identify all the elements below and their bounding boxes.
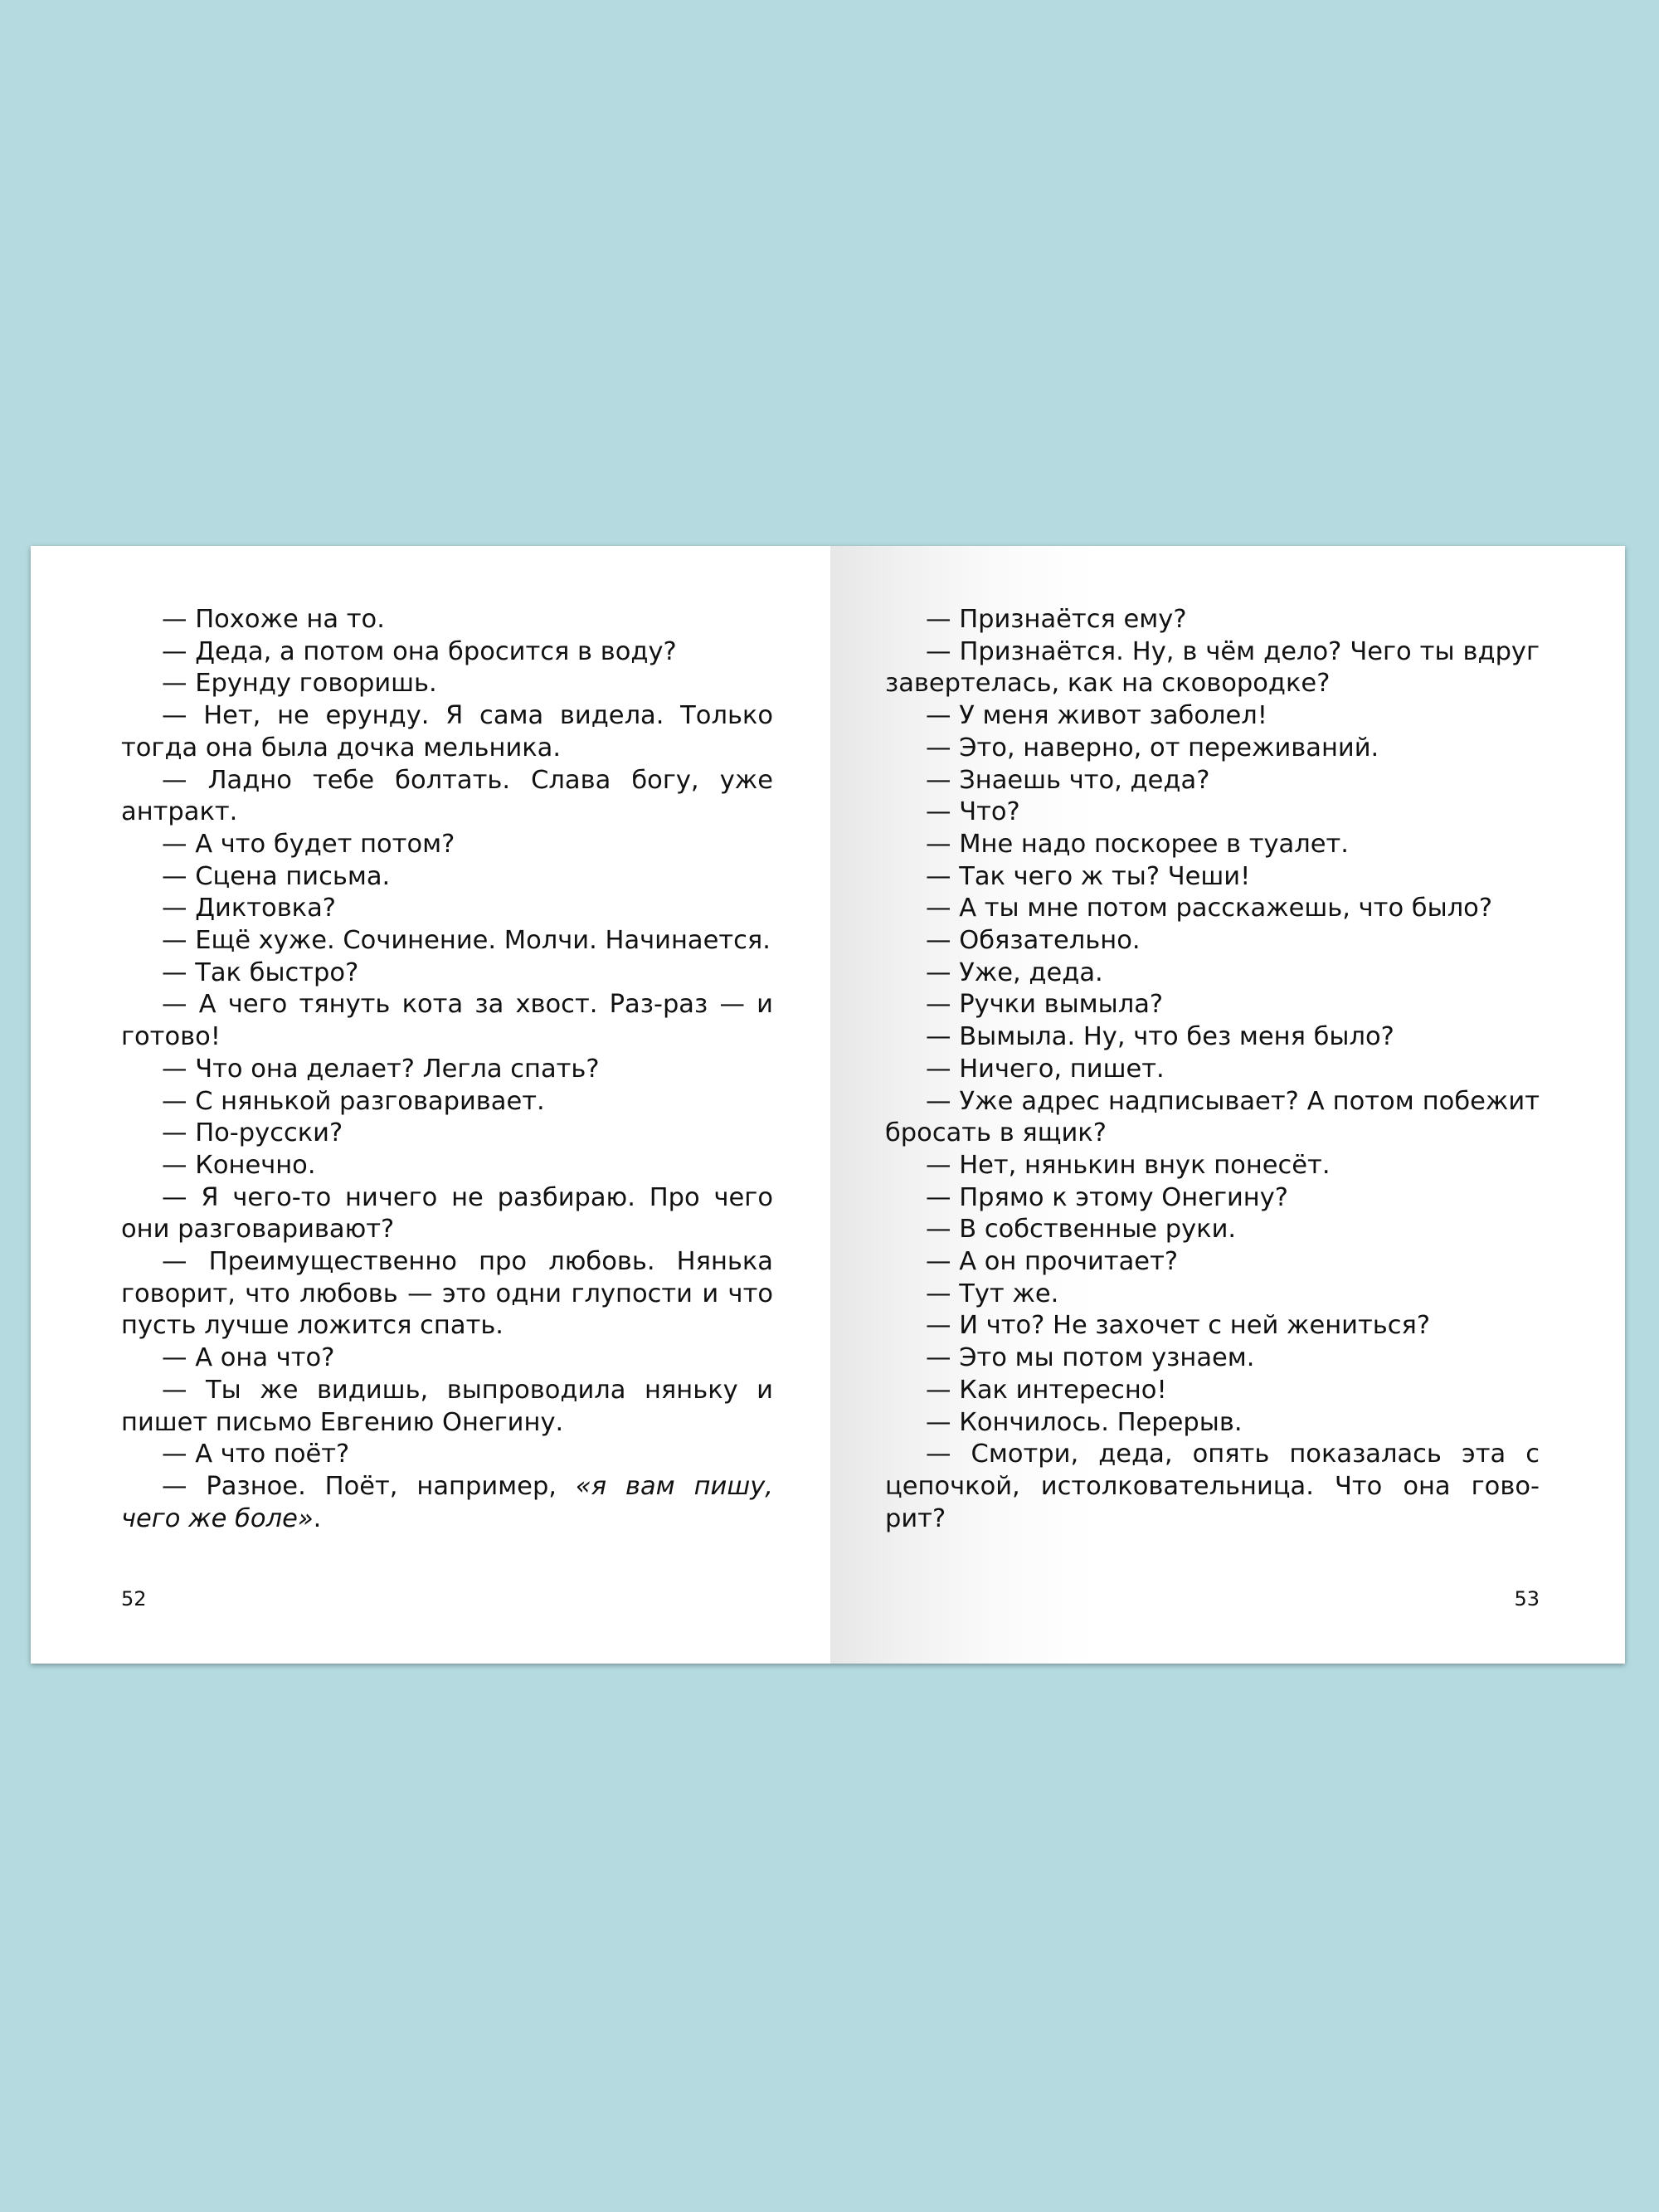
paragraph: — А он прочитает? [926, 1247, 1179, 1277]
paragraph: — Знаешь что, деда? [926, 765, 1210, 795]
page-number: 53 [1514, 1587, 1540, 1610]
paragraph: — Тут же. [926, 1279, 1059, 1308]
paragraph: — Уже адрес надписывает? А потом побежит бросать в ящик? [885, 1086, 1540, 1148]
paragraph: — По-русски? [162, 1118, 343, 1148]
paragraph: — Я чего-то ничего не разбираю. Про чего они разговаривают? [121, 1182, 773, 1245]
paragraph: — Похоже на то. [162, 605, 385, 634]
paragraph: — Нет, нянькин внук понесёт. [926, 1150, 1331, 1180]
paragraph: — Так быстро? [162, 957, 359, 987]
book-spread [31, 546, 1625, 1664]
paragraph: — Мне надо поскорее в туалет. [926, 829, 1349, 859]
paragraph: — А что будет потом? [162, 829, 455, 859]
paragraph: — Ерунду говоришь. [162, 669, 437, 699]
paragraph: — Преимущественно про любовь. Нянька говорит, что любовь — это одни глупости и что пусть лучше ложится спать. [121, 1247, 773, 1341]
paragraph: — Признаётся ему? [926, 605, 1187, 634]
paragraph: — А ты мне потом расскажешь, что было? [926, 894, 1493, 923]
paragraph: — А она что? [162, 1343, 335, 1373]
quote-intro: — Разное. Поёт, например, [162, 1471, 576, 1501]
paragraph: — Ручки вымыла? [926, 990, 1164, 1020]
paragraph: — Конечно. [162, 1150, 316, 1180]
paragraph: — Смотри, деда, опять показалась эта с цепочкой, истолковательница. Что она говорит? [885, 1440, 1540, 1533]
paragraph: — Нет, не ерунду. Я сама видела. Только тогда она была дочка мельника. [121, 701, 773, 763]
paragraph: — Это мы потом узнаем. [926, 1343, 1255, 1373]
paragraph: — Как интересно! [926, 1375, 1167, 1405]
paragraph: — Деда, а потом она бросится в воду? [162, 636, 677, 666]
paragraph: — Диктовка? [162, 894, 336, 923]
paragraph-with-quote [121, 1471, 773, 1535]
paragraph: — Ничего, пишет. [926, 1054, 1165, 1084]
paragraph: — Вымыла. Ну, что без меня было? [926, 1022, 1394, 1052]
paragraph: — С нянькой разговаривает. [162, 1086, 545, 1116]
left-page [31, 546, 830, 1664]
page-number: 52 [121, 1587, 147, 1610]
paragraph: — А чего тянуть кота за хвост. Раз-раз — и готово! [121, 990, 773, 1052]
paragraph: — И что? Не захочет с ней жениться? [926, 1311, 1431, 1341]
paragraph: — Что? [926, 797, 1020, 827]
quote-end: . [313, 1503, 322, 1533]
right-page-text [885, 604, 1540, 1535]
paragraph: — Кончилось. Перерыв. [926, 1407, 1243, 1437]
paragraph: — А что поёт? [162, 1440, 350, 1469]
paragraph: — Обязательно. [926, 926, 1141, 956]
paragraph: — Ты же видишь, выпроводила няньку и пишет письмо Евгению Онегину. [121, 1375, 773, 1437]
paragraph: — Что она делает? Легла спать? [162, 1054, 600, 1084]
paragraph: — Ещё хуже. Сочинение. Молчи. Начинается. [162, 926, 771, 956]
paragraph: — Так чего ж ты? Чеши! [926, 861, 1251, 891]
paragraph: — В собственные руки. [926, 1215, 1237, 1245]
paragraph: — Это, наверно, от переживаний. [926, 733, 1379, 763]
left-page-text [121, 604, 773, 1535]
paragraph: — Прямо к этому Онегину? [926, 1182, 1288, 1212]
paragraph: — Сцена письма. [162, 861, 391, 891]
paragraph: — У меня живот заболел! [926, 701, 1267, 731]
paragraph: — Уже, деда. [926, 957, 1103, 987]
right-page [830, 546, 1625, 1664]
paragraph: — Ладно тебе болтать. Слава богу, уже антракт. [121, 765, 773, 827]
paragraph: — Признаётся. Ну, в чём дело? Чего ты вдруг завертелась, как на сковородке? [885, 636, 1540, 699]
italic-quote: «я вам пишу, чего же боле» [121, 1471, 773, 1533]
